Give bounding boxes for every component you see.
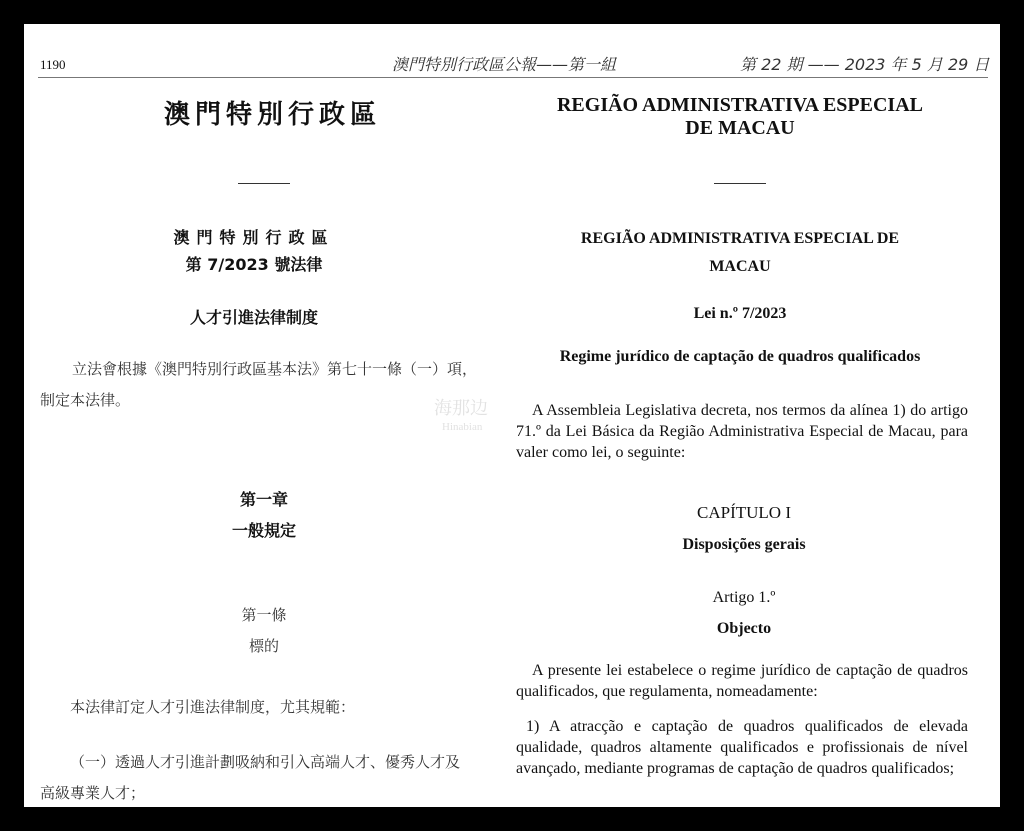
pt-chapter-title: Disposições gerais [682, 536, 806, 553]
gazette-issue: 第 22 期 —— 2023 年 5 月 29 日 [740, 55, 990, 74]
pt-law-number: Lei n.º 7/2023 [693, 305, 787, 322]
zh-chapter: 第一章 [239, 490, 288, 509]
pt-law-title: Regime jurídico de captação de quadros qualificados [559, 348, 921, 365]
watermark-text: 海那边 [434, 398, 488, 419]
zh-preamble-line1: 立法會根據《澳門特別行政區基本法》第七十一條（一）項， [72, 360, 478, 378]
pt-divider [714, 183, 766, 184]
pt-article: Artigo 1.º [712, 589, 776, 606]
zh-item1-line1: （一）透過人才引進計劃吸納和引入高端人才、優秀人才及 [70, 753, 461, 771]
pt-chapter: CAPÍTULO I [697, 503, 791, 522]
pt-region: REGIÃO ADMINISTRATIVA ESPECIAL DE MACAU [580, 230, 900, 275]
gazette-page [24, 24, 1000, 807]
zh-article-title: 標的 [248, 637, 279, 655]
page-number: 1190 [40, 57, 66, 72]
pt-item1: 1) A atracção e captação de quadros qualificados de elevada qualidade, quadros altamente qualificados e profissionais de nível avançado, mediante programas de captação de quadros qualificados; [516, 718, 968, 777]
gazette-title: 澳門特別行政區公報——第一組 [392, 55, 617, 74]
watermark-subtext: Hinabian [442, 421, 483, 433]
zh-article: 第一條 [241, 606, 287, 624]
zh-law-number: 第 7/2023 號法律 [185, 255, 323, 274]
pt-article-title: Objecto [716, 620, 772, 637]
pt-preamble: A Assembleia Legislativa decreta, nos termos da alínea 1) do artigo 71.º da Lei Básica da Região Administrativa Especial de Macau, para valer como lei, o seguinte: [516, 402, 968, 461]
zh-law-title: 人才引進法律制度 [189, 308, 318, 327]
zh-divider [238, 183, 290, 184]
pt-region-heading: REGIÃO ADMINISTRATIVA ESPECIAL DE MACAU [556, 94, 923, 139]
zh-preamble-line2: 制定本法律。 [40, 391, 131, 409]
header-rule [38, 77, 988, 78]
zh-region-heading: 澳門特別行政區 [164, 100, 382, 130]
zh-item1-line2: 高級專業人才； [40, 784, 146, 802]
zh-clause-intro: 本法律訂定人才引進法律制度，尤其規範： [70, 698, 356, 716]
zh-chapter-title: 一般規定 [231, 521, 296, 540]
zh-region: 澳門特別行政區 [173, 228, 335, 247]
pt-clause-intro: A presente lei estabelece o regime jurídico de captação de quadros qualificados, que regulamenta, nomeadamente: [516, 662, 968, 700]
